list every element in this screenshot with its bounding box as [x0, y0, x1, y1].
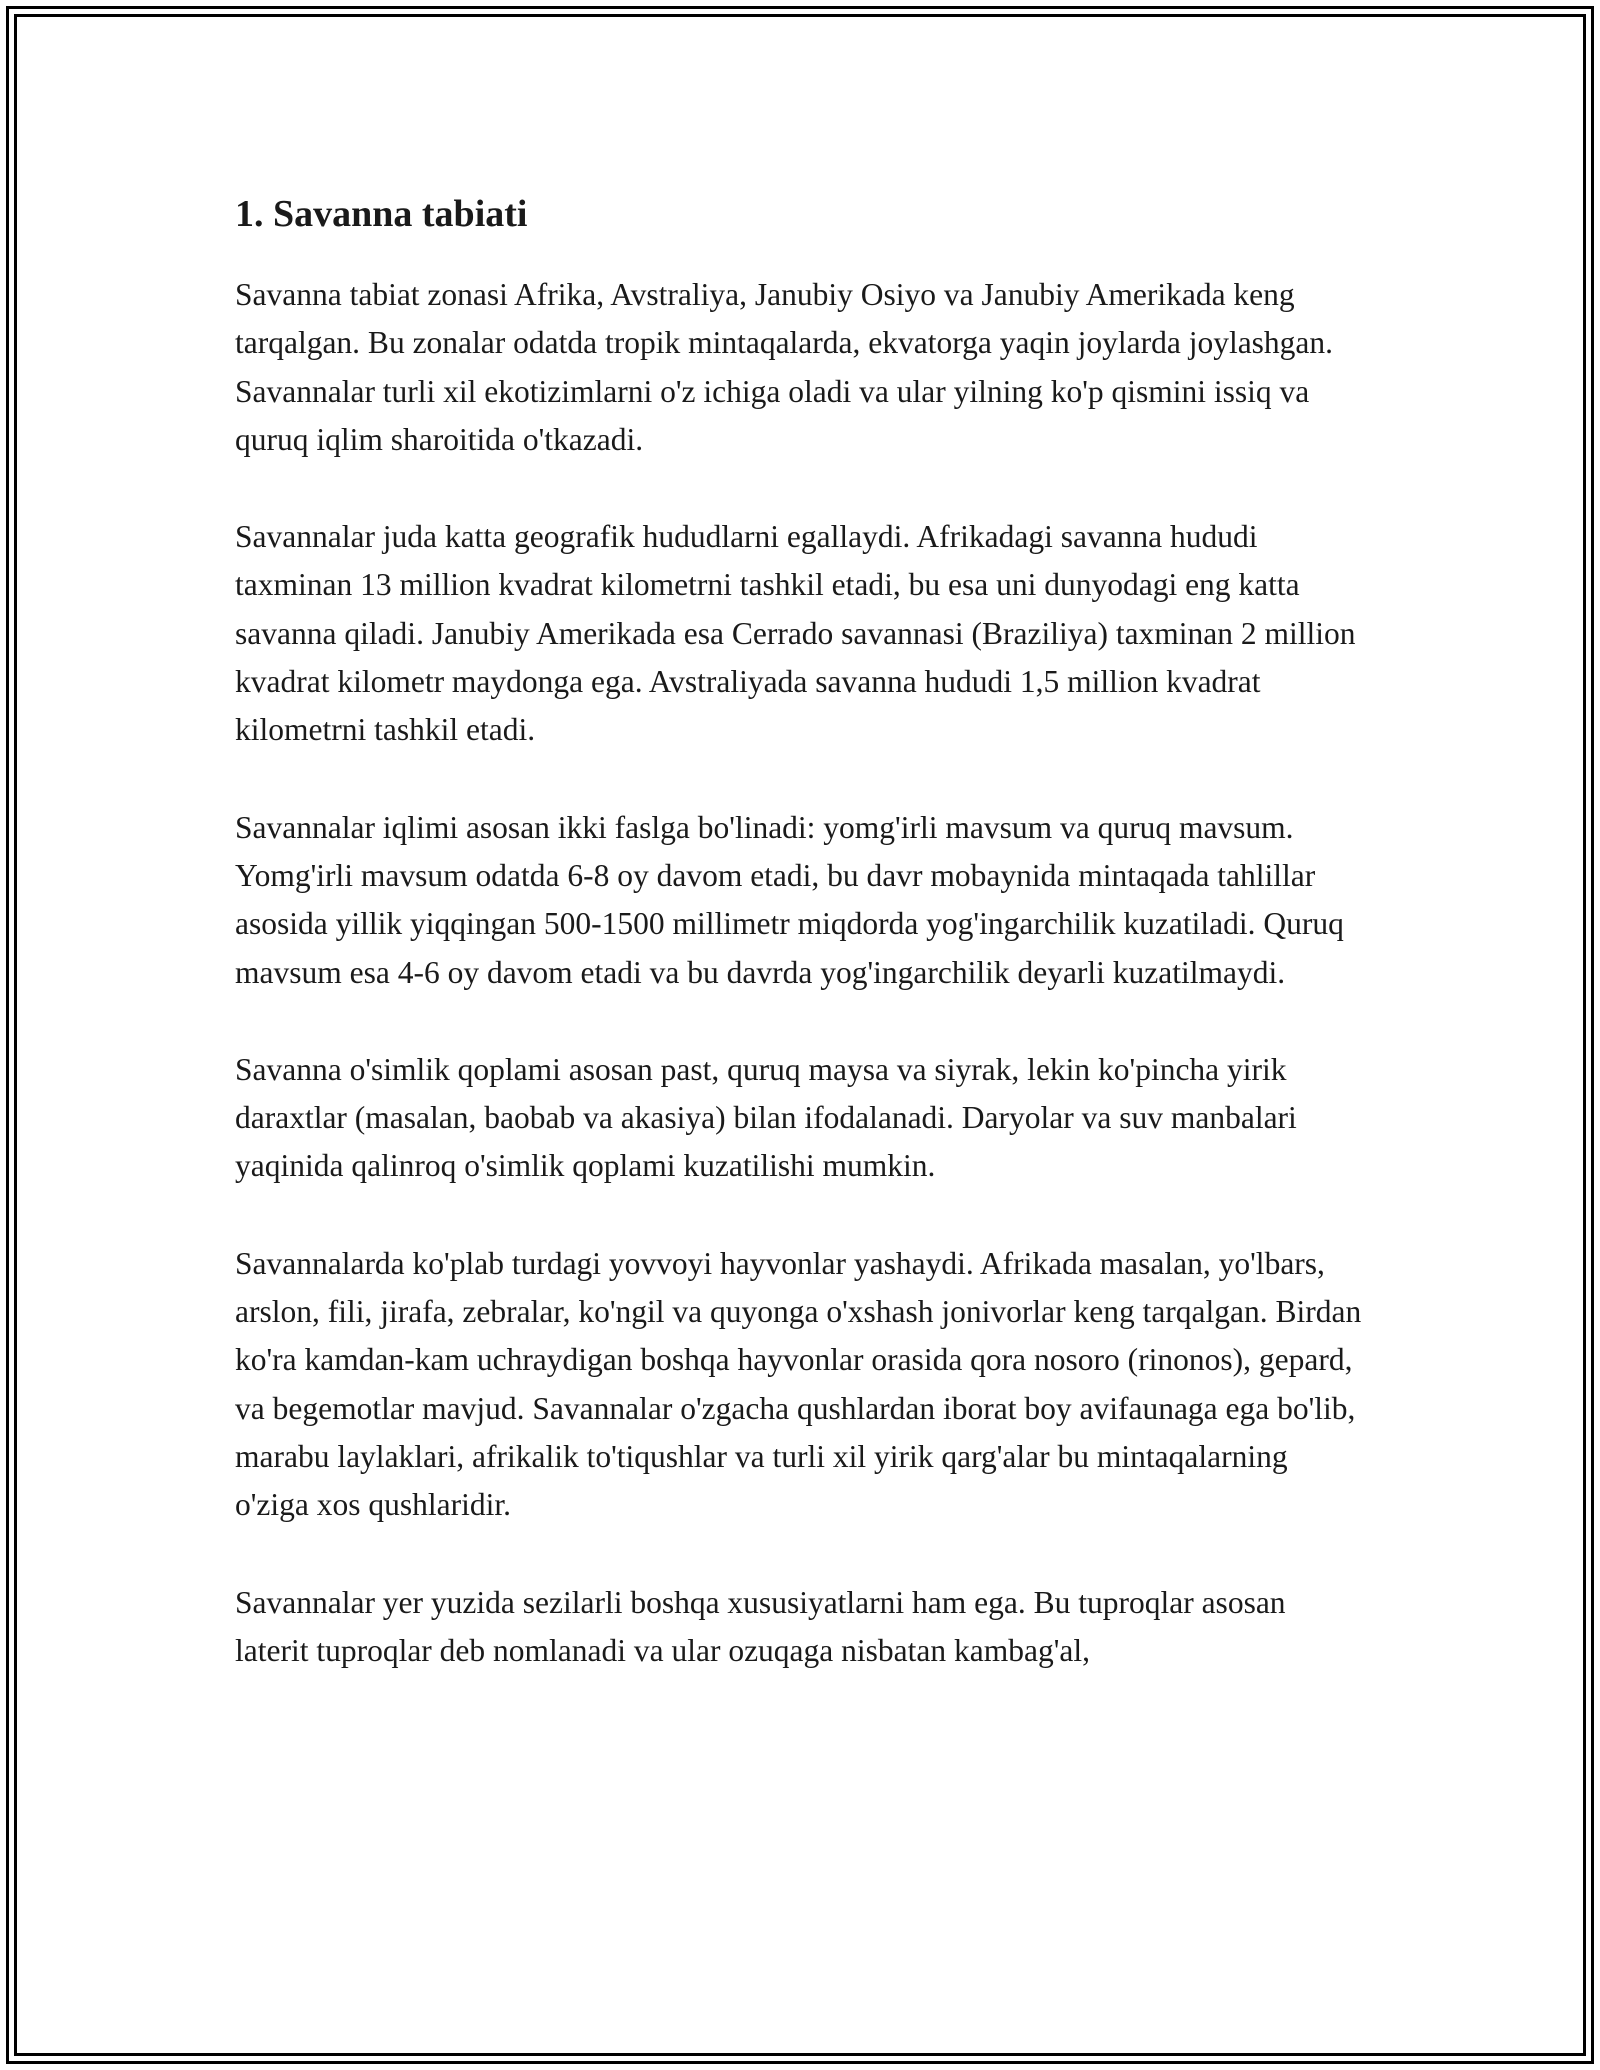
- paragraph-climate: Savannalar iqlimi asosan ikki faslga bo'linadi: yomg'irli mavsum va quruq mavsum. Yomg'irli mavsum odatda 6-8 oy davom etadi, bu davr mobaynida mintaqada tahlillar asosida yillik yiqqingan 500-1500 millimetr miqdorda yog'ingarchilik kuzatiladi. Quruq mavsum esa 4-6 oy davom etadi va bu davrda yog'ingarchilik deyarli kuzatilmaydi.: [235, 809, 1344, 990]
- section-title: 1. Savanna tabiati: [235, 193, 528, 235]
- paragraph-vegetation: Savanna o'simlik qoplami asosan past, quruq maysa va siyrak, lekin ko'pincha yirik daraxtlar (masalan, baobab va akasiya) bilan ifodalanadi. Daryolar va suv manbalari yaqinida qalinroq o'simlik qoplami kuzatilishi mumkin.: [235, 1051, 1297, 1184]
- paragraph-location: Savanna tabiat zonasi Afrika, Avstraliya, Janubiy Osiyo va Janubiy Amerikada keng tarqalgan. Bu zonalar odatda tropik mintaqalarda, ekvatorga yaqin joylarda joylashgan. Savannalar turli xil ekotizimlarni o'z ichiga oladi va ular yilning ko'p qismini issiq va quruq iqlim sharoitida o'tkazadi.: [235, 277, 1334, 457]
- paragraph-soils: Savannalar yer yuzida sezilarli boshqa xususiyatlarni ham ega. Bu tuproqlar asosan laterit tuproqlar deb nomlanadi va ular ozuqaga nisbatan kambag'al,: [235, 1584, 1286, 1668]
- paragraph-fauna: Savannalarda ko'plab turdagi yovvoyi hayvonlar yashaydi. Afrikada masalan, yo'lbars, arslon, fili, jirafa, zebralar, ko'ngil va quyonga o'xshash jonivorlar keng tarqalgan. Birdan ko'ra kamdan-kam uchraydigan boshqa hayvonlar orasida qora nosoro (rinonos), gepard, va begemotlar mavjud. Savannalar o'zgacha qushlardan iborat boy avifaunaga ega bo'lib, marabu laylaklari, afrikalik to'tiqushlar va turli xil yirik qarg'alar bu mintaqalarning o'ziga xos qushlaridir.: [235, 1245, 1362, 1523]
- paragraph-area: Savannalar juda katta geografik hududlarni egallaydi. Afrikadagi savanna hududi taxminan 13 million kvadrat kilometrni tashkil etadi, bu esa uni dunyodagi eng katta savanna qiladi. Janubiy Amerikada esa Cerrado savannasi (Braziliya) taxminan 2 million kvadrat kilometr maydonga ega. Avstraliyada savanna hududi 1,5 million kvadrat kilometrni tashkil etadi.: [235, 519, 1356, 748]
- document-body: [235, 186, 1365, 1724]
